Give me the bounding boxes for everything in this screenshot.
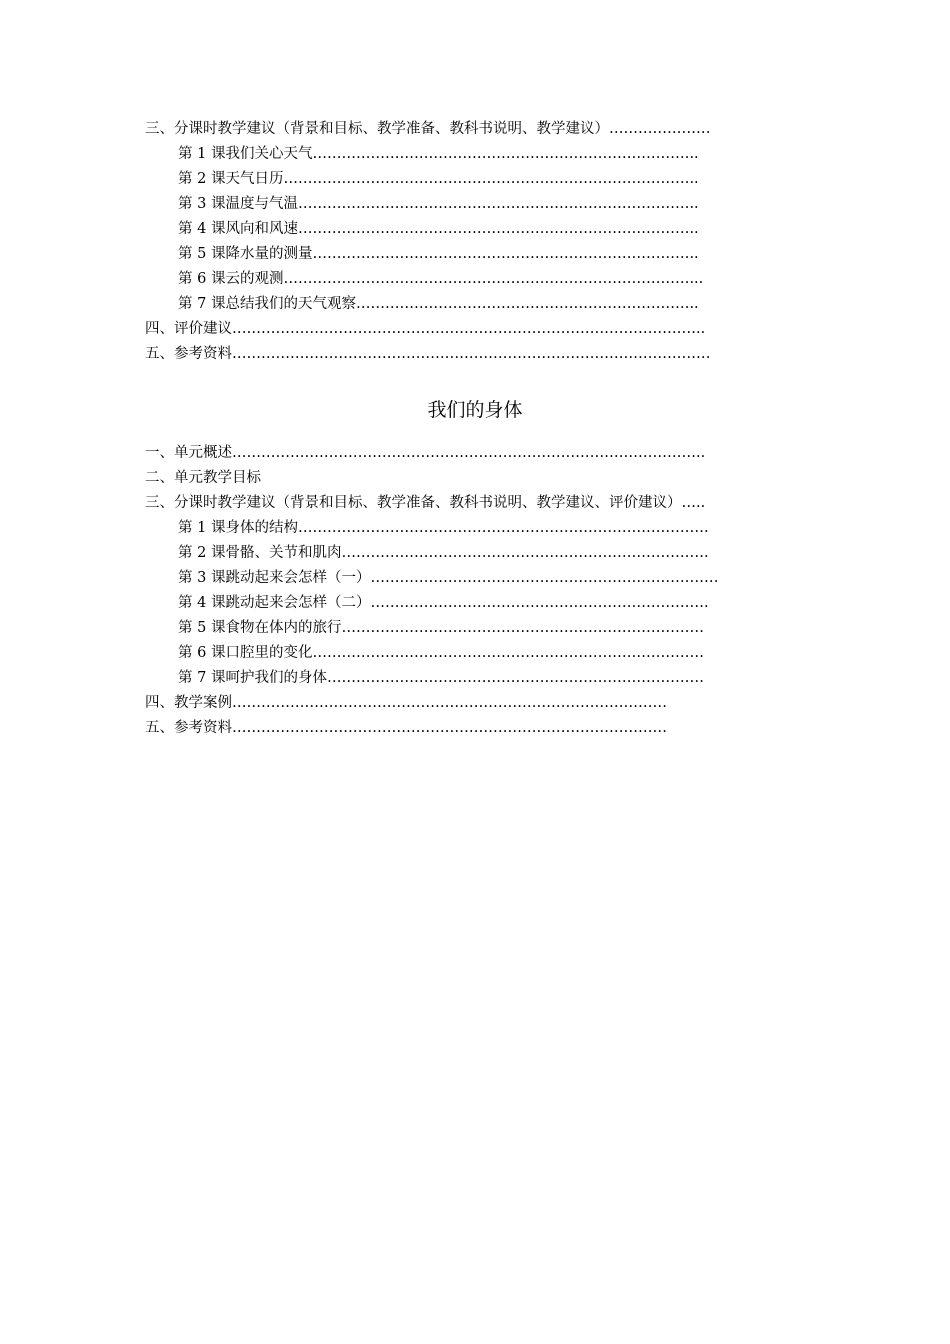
toc-line-references: 五、参考资料………………………………………………………………………………: [145, 720, 667, 736]
toc-line-lesson-suggestions: 三、分课时教学建议（背景和目标、教学准备、教科书说明、教学建议、评价建议）…..: [145, 495, 706, 511]
toc-unit-weather: [145, 117, 805, 367]
toc-unit-body: [145, 441, 805, 741]
toc-line-teaching-cases: 四、教学案例………………………………………………………………………………: [145, 695, 667, 711]
toc-line-objectives: 二、单元教学目标: [145, 470, 261, 486]
toc-line-lesson-3: 第 3 课跳动起来会怎样（一）………………………………………………………………: [178, 570, 719, 586]
toc-line-lesson-6: 第 6 课口腔里的变化………………………………………………………………………: [178, 645, 704, 661]
toc-line-lesson-6: 第 6 课云的观测…………………………………………………………………………...: [178, 271, 704, 287]
toc-line-lesson-4: 第 4 课跳动起来会怎样（二）…………………………………………………………….: [178, 595, 709, 611]
toc-line-overview: 一、单元概述……………………………………………………………………………………..: [145, 445, 706, 461]
toc-line-lesson-7: 第 7 课呵护我们的身体……………………………………………………………………: [178, 670, 704, 686]
toc-line-lesson-2: 第 2 课骨骼、关节和肌肉………………………………………………………………….: [178, 545, 709, 561]
toc-line-lesson-1: 第 1 课我们关心天气……………………………………………………………………..: [178, 146, 699, 162]
toc-line-lesson-4: 第 4 课风向和风速………………………………………………………………………..: [178, 221, 699, 237]
section-heading: 我们的身体: [427, 399, 523, 421]
toc-line-lesson-1: 第 1 课身体的结构………………………………………………………………………….: [178, 520, 709, 536]
toc-line-lesson-7: 第 7 课总结我们的天气观察……………………………………………………………..: [178, 296, 699, 312]
toc-line-lesson-5: 第 5 课食物在体内的旅行…………………………………………………………………: [178, 620, 704, 636]
toc-line-evaluation: 四、评价建议……………………………………………………………………………………..: [145, 321, 706, 337]
toc-line-lesson-2: 第 2 课天气日历…………………………………………………………………………..: [178, 171, 699, 187]
toc-line-references: 五、参考资料………………………………………………………………………………………: [145, 346, 711, 362]
toc-line-lesson-suggestions: 三、分课时教学建议（背景和目标、教学准备、教科书说明、教学建议）…………………: [145, 121, 711, 137]
toc-line-lesson-3: 第 3 课温度与气温………………………………………………………………………..: [178, 196, 699, 212]
toc-line-lesson-5: 第 5 课降水量的测量……………………………………………………………………..: [178, 246, 699, 262]
